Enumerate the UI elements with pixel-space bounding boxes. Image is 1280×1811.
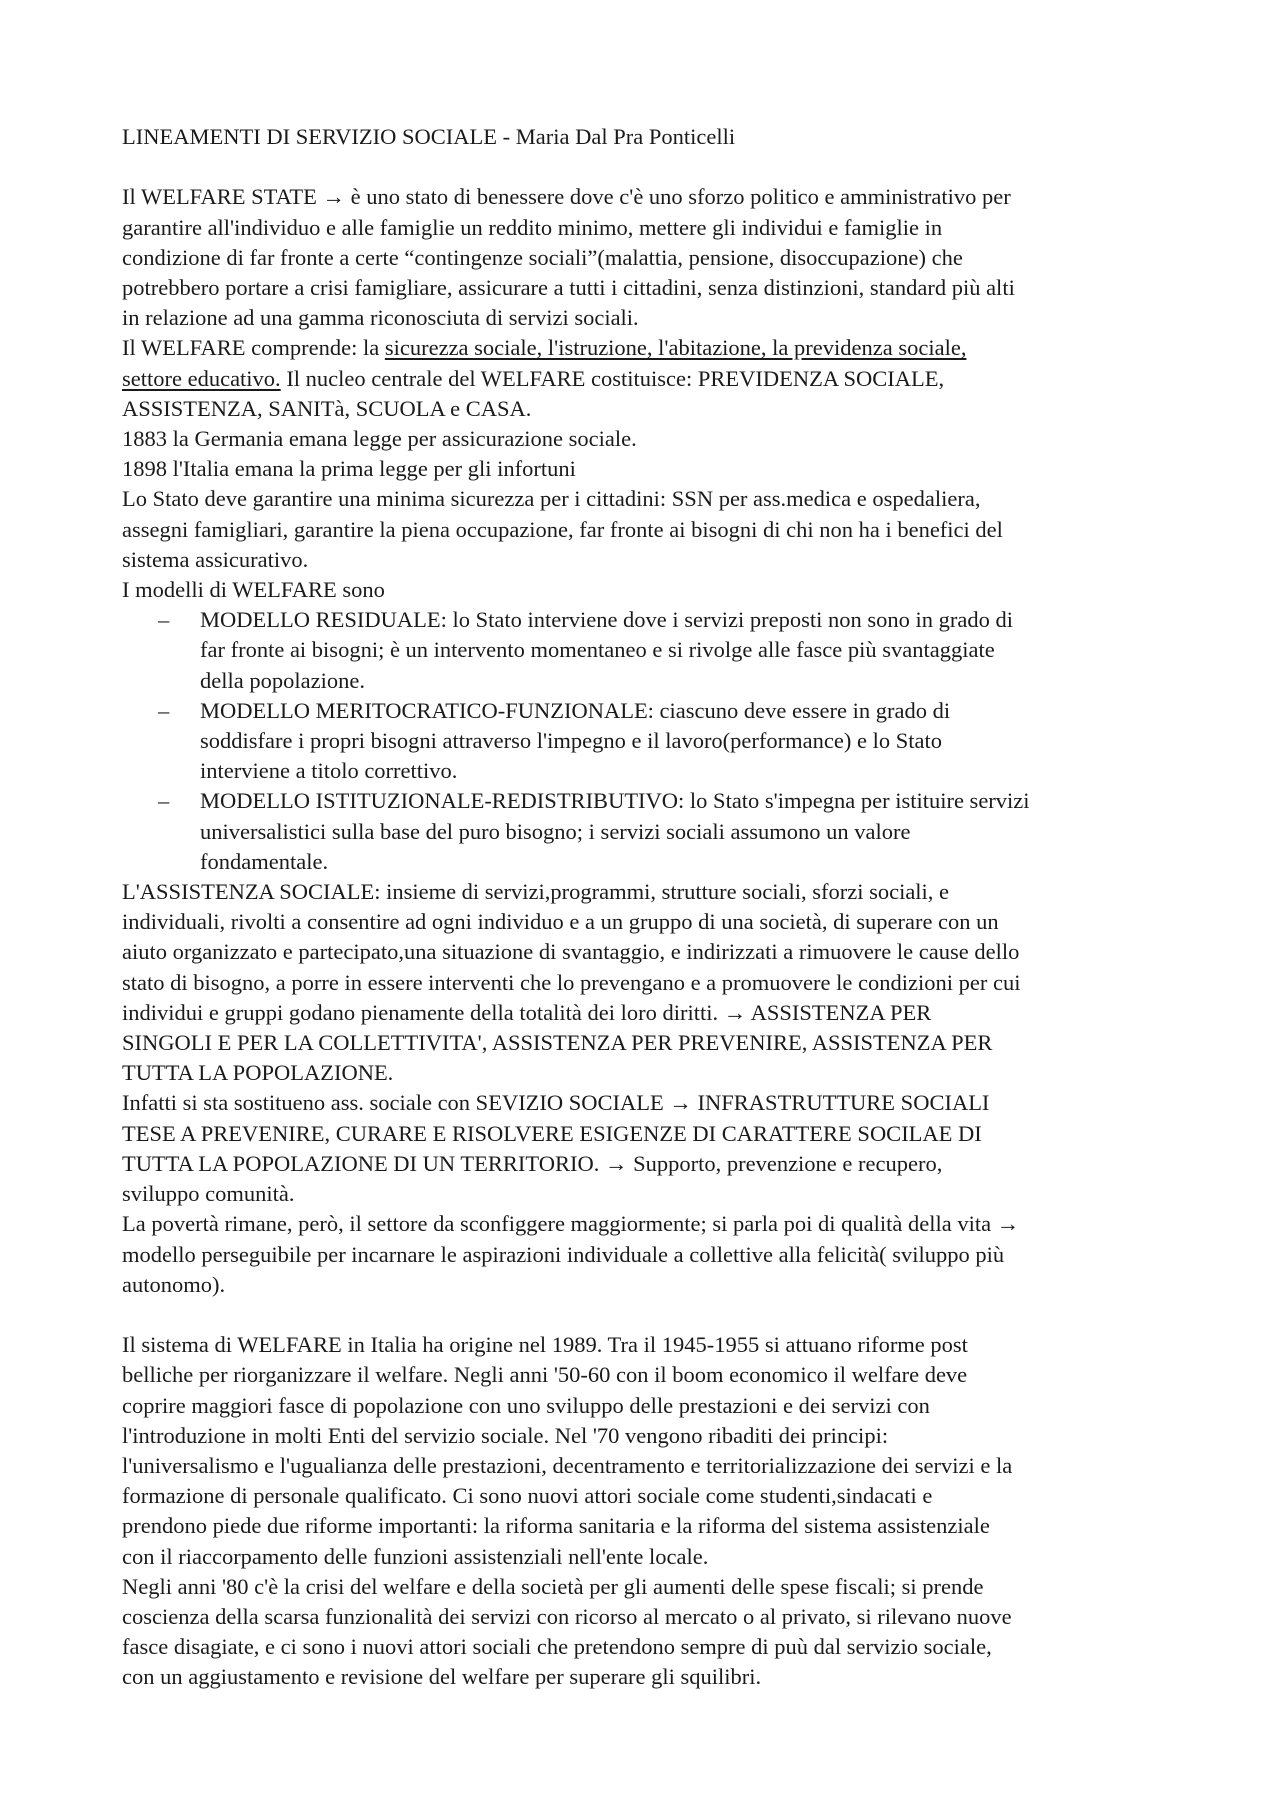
- history-paragraph: [122, 424, 1172, 605]
- text-line: sviluppo comunità.: [122, 1181, 295, 1207]
- text-line: assegni famigliari, garantire la piena occupazione, far fronte ai bisogni di chi non ha i benefici del: [122, 516, 1003, 542]
- text-line: belliche per riorganizzare il welfare. Negli anni '50-60 con il boom economico il welfare deve: [122, 1362, 968, 1388]
- text-line: formazione di personale qualificato. Ci sono nuovi attori sociale come studenti,sindacati e: [122, 1483, 933, 1509]
- text-line: TUTTA LA POPOLAZIONE DI UN TERRITORIO. → Supporto, prevenzione e recupero,: [122, 1150, 943, 1176]
- underlined-text: settore educativo.: [122, 365, 281, 391]
- text-line: condizione di far fronte a certe “contingenze sociali”(malattia, pensione, disoccupazione) che: [122, 244, 963, 270]
- welfare-state-paragraph: [122, 182, 1172, 333]
- text-line: SINGOLI E PER LA COLLETTIVITA', ASSISTENZA PER PREVENIRE, ASSISTENZA PER: [122, 1030, 993, 1056]
- text-line: individuali, rivolti a consentire ad ogni individuo e a un gruppo di una società, di superare con un: [122, 909, 999, 935]
- text-line: fasce disagiate, e ci sono i nuovi attori sociali che pretendono sempre di puù dal servizio sociale,: [122, 1634, 992, 1660]
- text-line: ASSISTENZA, SANITà, SCUOLA e CASA.: [122, 395, 532, 421]
- text-line: modello perseguibile per incarnare le aspirazioni individuale a collettive alla felicità( sviluppo più: [122, 1241, 1005, 1267]
- text-span: Il nucleo centrale del WELFARE costituisce: PREVIDENZA SOCIALE,: [280, 365, 945, 391]
- text-line: universalistici sulla base del puro bisogno; i servizi sociali assumono un valore: [200, 818, 911, 844]
- text-line: 1883 la Germania emana legge per assicurazione sociale.: [122, 426, 637, 452]
- text-line: [122, 364, 1172, 394]
- text-line: potrebbero portare a crisi famigliare, assicurare a tutti i cittadini, senza distinzioni, standard più alti: [122, 275, 1015, 300]
- text-line: soddisfare i propri bisogni attraverso l'impegno e il lavoro(performance) e lo Stato: [200, 728, 942, 754]
- dash-bullet-icon: –: [158, 697, 170, 723]
- text-line: aiuto organizzato e partecipato,una situazione di svantaggio, e indirizzati a rimuovere le cause dello: [122, 939, 1020, 965]
- text-line: stato di bisogno, a porre in essere interventi che lo prevengano e a promuovere le condizioni per cui: [122, 969, 1021, 995]
- underlined-text: sicurezza sociale, l'istruzione, l'abitazione, la previdenza sociale,: [384, 335, 967, 361]
- text-line: TESE A PREVENIRE, CURARE E RISOLVERE ESIGENZE DI CARATTERE SOCILAE DI: [122, 1120, 982, 1146]
- dash-bullet-icon: –: [158, 607, 170, 633]
- text-line: Il sistema di WELFARE in Italia ha origine nel 1989. Tra il 1945-1955 si attuano riforme post: [122, 1332, 968, 1358]
- text-line: Il WELFARE STATE → è uno stato di benessere dove c'è uno sforzo politico e amministrativo per: [122, 184, 1011, 210]
- text-line: Lo Stato deve garantire una minima sicurezza per i cittadini: SSN per ass.medica e ospedaliera,: [122, 486, 981, 512]
- text-line: fondamentale.: [200, 848, 329, 874]
- text-line: in relazione ad una gamma riconosciuta di servizi sociali.: [122, 305, 639, 331]
- welfare-italia-paragraph: [122, 1330, 1172, 1692]
- text-line: L'ASSISTENZA SOCIALE: insieme di servizi,programmi, strutture sociali, sforzi sociali, e: [122, 879, 950, 905]
- list-item: [122, 696, 1172, 787]
- text-line: MODELLO MERITOCRATICO-FUNZIONALE: ciascuno deve essere in grado di: [200, 697, 951, 723]
- document-page: [122, 122, 1172, 1693]
- text-line: garantire all'individuo e alle famiglie un reddito minimo, mettere gli individui e famiglie in: [122, 214, 943, 240]
- text-line: con il riaccorpamento delle funzioni assistenziali nell'ente locale.: [122, 1543, 709, 1569]
- text-line: sistema assicurativo.: [122, 546, 309, 572]
- text-line: della popolazione.: [200, 667, 365, 693]
- text-span: Il WELFARE comprende: la: [122, 335, 385, 361]
- text-line: MODELLO RESIDUALE: lo Stato interviene dove i servizi preposti non sono in grado di: [200, 607, 1013, 633]
- text-line: MODELLO ISTITUZIONALE-REDISTRIBUTIVO: lo Stato s'impegna per istituire servizi: [200, 788, 1030, 814]
- dash-bullet-icon: –: [158, 788, 170, 814]
- blank-line: [122, 1300, 1172, 1330]
- assistenza-sociale-paragraph: [122, 877, 1172, 1300]
- text-line: coscienza della scarsa funzionalità dei servizi con ricorso al mercato o al privato, si rilevano nuove: [122, 1603, 1012, 1629]
- blank-line: [122, 152, 1172, 182]
- text-line: 1898 l'Italia emana la prima legge per gli infortuni: [122, 456, 576, 482]
- text-line: con un aggiustamento e revisione del welfare per superare gli squilibri.: [122, 1664, 762, 1690]
- list-item: [122, 786, 1172, 877]
- welfare-comprende-paragraph: [122, 333, 1172, 424]
- text-line: [122, 333, 1172, 363]
- document-title: LINEAMENTI DI SERVIZIO SOCIALE - Maria Dal Pra Ponticelli: [122, 124, 736, 149]
- welfare-models-list: [122, 605, 1172, 877]
- text-line: individui e gruppi godano pienamente della totalità dei loro diritti. → ASSISTENZA PER: [122, 999, 932, 1025]
- text-line: I modelli di WELFARE sono: [122, 577, 385, 603]
- text-line: Infatti si sta sostitueno ass. sociale con SEVIZIO SOCIALE → INFRASTRUTTURE SOCIALI: [122, 1090, 990, 1116]
- list-item: [122, 605, 1172, 696]
- text-line: l'introduzione in molti Enti del servizio sociale. Nel '70 vengono ribaditi dei principi:: [122, 1422, 889, 1448]
- text-line: coprire maggiori fasce di popolazione con uno sviluppo delle prestazioni e dei servizi con: [122, 1392, 930, 1418]
- text-line: autonomo).: [122, 1271, 226, 1297]
- text-line: Negli anni '80 c'è la crisi del welfare e della società per gli aumenti delle spese fiscali; si prende: [122, 1573, 984, 1599]
- text-line: l'universalismo e l'ugualianza delle prestazioni, decentramento e territorializzazione dei servizi e la: [122, 1452, 1013, 1478]
- text-line: La povertà rimane, però, il settore da sconfiggere maggiormente; si parla poi di qualità della vita →: [122, 1211, 1020, 1237]
- text-line: far fronte ai bisogni; è un intervento momentaneo e si rivolge alle fasce più svantaggiate: [200, 637, 995, 663]
- text-line: interviene a titolo correttivo.: [200, 758, 458, 784]
- text-line: TUTTA LA POPOLAZIONE.: [122, 1060, 394, 1086]
- text-line: prendono piede due riforme importanti: la riforma sanitaria e la riforma del sistema assistenziale: [122, 1513, 990, 1539]
